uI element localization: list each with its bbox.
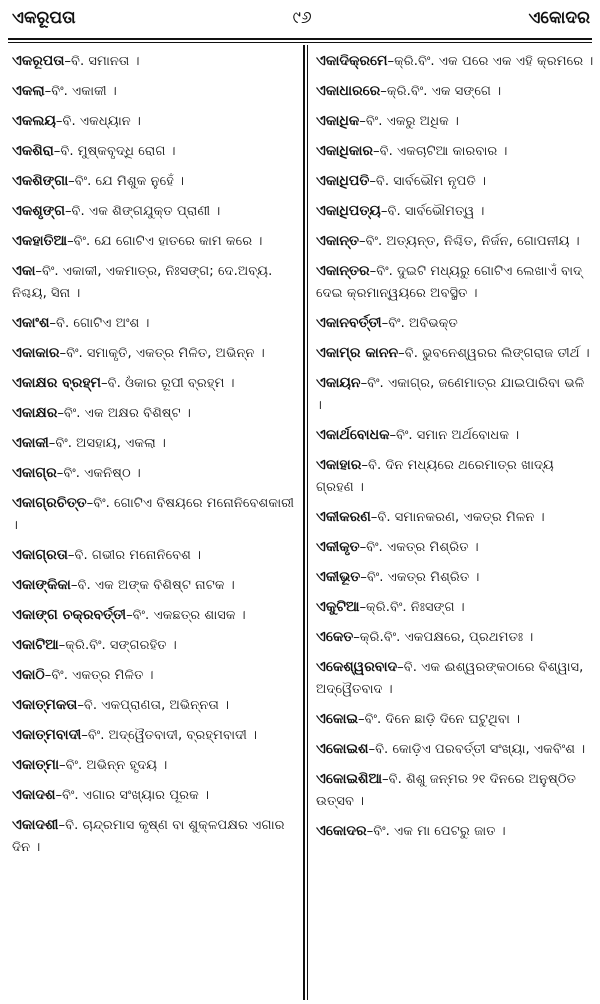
entry-headword: ଏକୋଦର [316, 823, 367, 839]
entry-definition: –ବି. ସାର୍ବଭୌମତ୍ୱ । [380, 204, 485, 219]
entry-definition: –ବି. ଗଭୀର ମନୋନିବେଶ । [67, 548, 202, 563]
entry-headword: ଏକାଂଶ [12, 315, 50, 331]
entry-definition: –ବିଂ. ଏକ ଅକ୍ଷର ବିଶିଷ୍ଟ । [57, 406, 191, 421]
page-header [0, 0, 600, 36]
entry-definition: –ବି. ଶିଶୁ ଜନ୍ମର ୨୧ ଦିନରେ ଅନୁଷ୍ଠିତ ଉତ୍ସବ । [316, 772, 577, 809]
entry-definition: –ବିଂ. ଅତ୍ୟନ୍ତ, ନିଶ୍ଚିତ, ନିର୍ଜନ, ଗୋପନୀୟ । [359, 234, 580, 249]
entry-definition: –କ୍ରି.ବିଂ. ଏକ ସଙ୍ଗେ । [380, 84, 502, 99]
entry-definition: –ବି. ଦିନ ମଧ୍ୟରେ ଥରେମାତ୍ର ଖାଦ୍ୟ ଗ୍ରହଣ । [316, 458, 554, 495]
dictionary-entry [12, 50, 298, 73]
entry-definition: –ବିଂ. ଏକତ୍ର ମିଳିତ । [44, 668, 154, 683]
entry-headword: ଏକେତ [316, 629, 354, 645]
entry-definition: –ବିଂ. ଯେ ମିଶୁକ ନୁହେଁ । [68, 174, 185, 189]
entry-headword: ଏକଲା [12, 83, 45, 99]
entry-definition: –ବି. ସମାନତା । [64, 54, 140, 69]
entry-definition: –କ୍ରି.ବିଂ. ନିଃସଙ୍ଗ । [359, 600, 465, 615]
entry-definition: –କ୍ରି.ବିଂ. ଏକପକ୍ଷରେ, ପ୍ରଥମତଃ । [353, 630, 534, 645]
column-divider-thin [307, 45, 308, 1000]
dictionary-entry [316, 768, 594, 813]
entry-headword: ଏକୋଇ [316, 711, 359, 727]
dictionary-entry [316, 200, 594, 223]
entry-headword: ଏକାଟିଆ [12, 637, 59, 653]
entry-definition: –ବିଂ. ଏକତ୍ର ମିଶ୍ରିତ । [359, 540, 479, 555]
entry-headword: ଏକାନ୍ତର [316, 263, 370, 279]
entry-definition: –ବିଂ. ଯେ ଗୋଟିଏ ହାତରେ କାମ କରେ । [67, 234, 263, 249]
dictionary-entry [12, 80, 298, 103]
entry-headword: ଏକାଧିପତି [316, 173, 370, 189]
dictionary-entry [316, 596, 594, 619]
entry-definition: –ବି. ଏକପ୍ରାଣତା, ଅଭିନ୍ନତା । [77, 698, 230, 713]
header-rule [8, 38, 592, 40]
entry-headword: ଏକାଦଶ [12, 787, 56, 803]
entry-definition: –ବି. ସମାନକରଣ, ଏକତ୍ର ମିଳନ । [370, 510, 545, 525]
entry-definition: –ବି. ଏକଧ୍ୟାନ । [55, 114, 141, 129]
entry-definition: –ବି. ଏକ ଅଙ୍କ ବିଶିଷ୍ଟ ନାଟକ । [70, 578, 235, 593]
dictionary-entry [316, 424, 594, 447]
dictionary-entry [12, 754, 298, 777]
entry-headword: ଏକଶୃଙ୍ଗ [12, 203, 65, 219]
dictionary-entry [316, 80, 594, 103]
entry-definition: –ବିଂ. ଏକ ମା ପେଟରୁ ଜାତ । [366, 824, 506, 839]
entry-headword: ଏକାଦଶୀ [12, 817, 59, 833]
entry-headword: ଏକଲୟ [12, 113, 56, 129]
entry-definition: –ବିଂ. ଏକାକୀ । [44, 84, 117, 99]
entry-definition: –ବିଂ. ଅଦ୍ୱୈତବାଦୀ, ବ୍ରହ୍ମବାଦୀ । [81, 728, 258, 743]
page-number: ୯୬ [292, 8, 312, 28]
entry-definition: –ବିଂ. ଅବିଭକ୍ତ [381, 316, 458, 331]
entry-headword: ଏକାଧିକାର [316, 143, 374, 159]
dictionary-entry [316, 454, 594, 499]
entry-definition: –ବି. ଏକ ଈଶ୍ୱରଙ୍କଠାରେ ବିଶ୍ୱାସ, ଅଦ୍ୱୈତବାଦ । [316, 660, 584, 697]
entry-headword: ଏକାର୍ଥବୋଧକ [316, 427, 390, 443]
entry-headword: ଏକାହାର [316, 457, 362, 473]
entry-definition: –ବି. ଚାନ୍ଦ୍ରମାସ କୃଷ୍ଣ ବା ଶୁକ୍ଳପକ୍ଷର ଏଗାର ଦିନ । [12, 818, 285, 855]
entry-headword: ଏକହାତିଆ [12, 233, 68, 249]
dictionary-entry [316, 738, 594, 761]
entry-headword: ଏକୋଇଶିଆ [316, 771, 383, 787]
dictionary-entry [316, 820, 594, 843]
entry-definition: –ବିଂ. ଅସହାୟ, ଏକଲା । [48, 436, 166, 451]
dictionary-entry [12, 200, 298, 223]
dictionary-entry [12, 462, 298, 485]
entry-definition: –ବି. ସାର୍ବଭୌମ ନୃପତି । [369, 174, 487, 189]
entry-definition: –କ୍ରି.ବିଂ. ଏକ ପରେ ଏକ ଏହି କ୍ରମରେ । [387, 54, 594, 69]
entry-definition: –ବିଂ. ଦିନେ ଛାଡ଼ି ଦିନେ ଘଟୁଥିବା । [358, 712, 521, 727]
entry-definition: –ବି. ଭୁବନେଶ୍ୱରର ଲିଙ୍ଗରାଜ ତୀର୍ଥ । [398, 346, 590, 361]
entry-definition: –ବି. ଏକଚାଟିଆ କାରବାର । [373, 144, 508, 159]
entry-definition: –ବିଂ. ଏକାଗ୍ର, ଜଣେମାତ୍ର ଯାଇପାରିବା ଭଳି । [316, 376, 585, 413]
entry-headword: ଏକାକାର [12, 345, 60, 361]
dictionary-entry [12, 110, 298, 133]
entry-definition: –ବି. ମୁଷ୍କବୃଦ୍ଧି ରୋଗ । [53, 144, 176, 159]
entry-definition: –ବିଂ. ଏକତ୍ର ମିଶ୍ରିତ । [360, 570, 480, 585]
dictionary-entry [316, 506, 594, 529]
entry-headword: ଏକାକ୍ଷର ବ୍ରହ୍ମ [12, 375, 101, 391]
dictionary-entry [316, 170, 594, 193]
dictionary-entry [316, 110, 594, 133]
entry-headword: ଏକାତ୍ମକତା [12, 697, 78, 713]
entry-headword: ଏକାଗ୍ର [12, 465, 57, 481]
dictionary-entry [316, 342, 594, 365]
dictionary-entry [12, 604, 298, 627]
entry-headword: ଏକେଶ୍ୱରବାଦ [316, 659, 398, 675]
entry-definition: –ବି. ଓଁକାର ରୂପୀ ବ୍ରହ୍ମ । [100, 376, 235, 391]
entry-headword: ଏକାଠି [12, 667, 45, 683]
entry-headword: ଏକାଦିକ୍ରମେ [316, 53, 388, 69]
left-column [12, 50, 298, 1000]
entry-definition: –ବିଂ. ସମାକୃତି, ଏକତ୍ର ମିଳିତ, ଅଭିନ୍ନ । [59, 346, 265, 361]
dictionary-entry [12, 230, 298, 253]
dictionary-entry [316, 312, 594, 335]
dictionary-entry [316, 50, 594, 73]
dictionary-entry [12, 260, 298, 305]
entry-headword: ଏକାକ୍ଷର [12, 405, 58, 421]
entry-headword: ଏକା [12, 263, 36, 279]
dictionary-entry [316, 536, 594, 559]
entry-definition: –କ୍ରି.ବିଂ. ସଙ୍ଗରହିତ । [58, 638, 177, 653]
entry-headword: ଏକୀକରଣ [316, 509, 371, 525]
entry-headword: ଏକାଧାରରେ [316, 83, 381, 99]
entry-headword: ଏକୁଟିଆ [316, 599, 360, 615]
dictionary-entry [12, 544, 298, 567]
entry-headword: ଏକାତ୍ମବାଦୀ [12, 727, 82, 743]
entry-headword: ଏକାଧିପତ୍ୟ [316, 203, 381, 219]
dictionary-entry [12, 724, 298, 747]
dictionary-entry [12, 140, 298, 163]
entry-definition: –ବିଂ. ଏଗାର ସଂଖ୍ୟାର ପୂରକ । [55, 788, 210, 803]
entry-headword: ଏକାଙ୍ଗ ଚକ୍ରବର୍ତ୍ତୀ [12, 607, 127, 623]
dictionary-entry [316, 260, 594, 305]
entry-headword: ଏକାୟନ [316, 375, 361, 391]
entry-headword: ଏକାଗ୍ରଚିତ୍ତ [12, 495, 87, 511]
dictionary-entry [12, 342, 298, 365]
entry-headword: ଏକାଧିକ [316, 113, 360, 129]
dictionary-entry [316, 626, 594, 649]
entry-headword: ଏକୋଇଶ [316, 741, 369, 757]
entry-definition: –ବିଂ. ଏକାକୀ, ଏକମାତ୍ର, ନିଃସଙ୍ଗ; ଦେ.ଅବ୍ୟ. ନିଶ୍ଚୟ, ସିନା । [12, 264, 273, 301]
header-right-guide-word: ଏକୋଦର [528, 8, 590, 28]
entry-headword: ଏକଶିଙ୍ଗା [12, 173, 69, 189]
dictionary-entry [12, 814, 298, 859]
entry-headword: ଏକାମ୍ର କାନନ [316, 345, 399, 361]
dictionary-entry [316, 230, 594, 253]
right-column [316, 50, 594, 1000]
dictionary-entry [316, 708, 594, 731]
entry-headword: ଏକରୂପତା [12, 53, 65, 69]
dictionary-entry [316, 140, 594, 163]
entry-definition: –ବିଂ. ସମାନ ଅର୍ଥବୋଧକ । [389, 428, 520, 443]
dictionary-entry [316, 372, 594, 417]
dictionary-entry [316, 656, 594, 701]
entry-headword: ଏକଶିରା [12, 143, 54, 159]
dictionary-entry [12, 492, 298, 537]
entry-definition: –ବିଂ. ଏକରୁ ଅଧିକ । [359, 114, 459, 129]
entry-definition: –ବିଂ. ଏକନିଷ୍ଠ । [56, 466, 141, 481]
entry-headword: ଏକୀକୃତ [316, 539, 360, 555]
entry-definition: –ବିଂ. ଅଭିନ୍ନ ହୃଦୟ । [59, 758, 168, 773]
entry-headword: ଏକାନ୍ତ [316, 233, 360, 249]
entry-definition: –ବି. ଏକ ଶିଙ୍ଗଯୁକ୍ତ ପ୍ରାଣୀ । [64, 204, 221, 219]
entry-headword: ଏକାତ୍ମା [12, 757, 60, 773]
entry-headword: ଏକାଗ୍ରତା [12, 547, 68, 563]
dictionary-entry [12, 784, 298, 807]
dictionary-entry [12, 312, 298, 335]
entry-headword: ଏକାଙ୍କିକା [12, 577, 71, 593]
entry-definition: –ବି. ଗୋଟିଏ ଅଂଶ । [49, 316, 150, 331]
dictionary-entry [12, 432, 298, 455]
dictionary-entry [12, 664, 298, 687]
header-rule-thin [8, 42, 592, 43]
entry-definition: –ବିଂ. ଏକଛତ୍ର ଶାସକ । [126, 608, 246, 623]
dictionary-entry [12, 170, 298, 193]
dictionary-entry [12, 694, 298, 717]
entry-definition: –ବିଂ. ଦୁଇଟି ମଧ୍ୟରୁ ଗୋଟିଏ ଲେଖାଏଁ ବାଦ୍ ଦେଇ କ୍ରମାନ୍ୱୟରେ ଅବସ୍ଥିତ । [316, 264, 583, 301]
entry-definition: –ବିଂ. ଗୋଟିଏ ବିଷୟରେ ମନୋନିବେଶକାରୀ । [12, 496, 294, 533]
header-left-guide-word: ଏକରୂପତା [12, 8, 76, 28]
dictionary-entry [12, 634, 298, 657]
dictionary-entry [12, 372, 298, 395]
column-divider [303, 45, 305, 1000]
entry-headword: ଏକାନବର୍ତ୍ତୀ [316, 315, 382, 331]
entry-definition: –ବି. କୋଡ଼ିଏ ପରବର୍ତ୍ତୀ ସଂଖ୍ୟା, ଏକବିଂଶ । [368, 742, 586, 757]
dictionary-entry [12, 574, 298, 597]
entry-headword: ଏକୀଭୂତ [316, 569, 361, 585]
entry-headword: ଏକାକୀ [12, 435, 49, 451]
dictionary-entry [316, 566, 594, 589]
dictionary-entry [12, 402, 298, 425]
